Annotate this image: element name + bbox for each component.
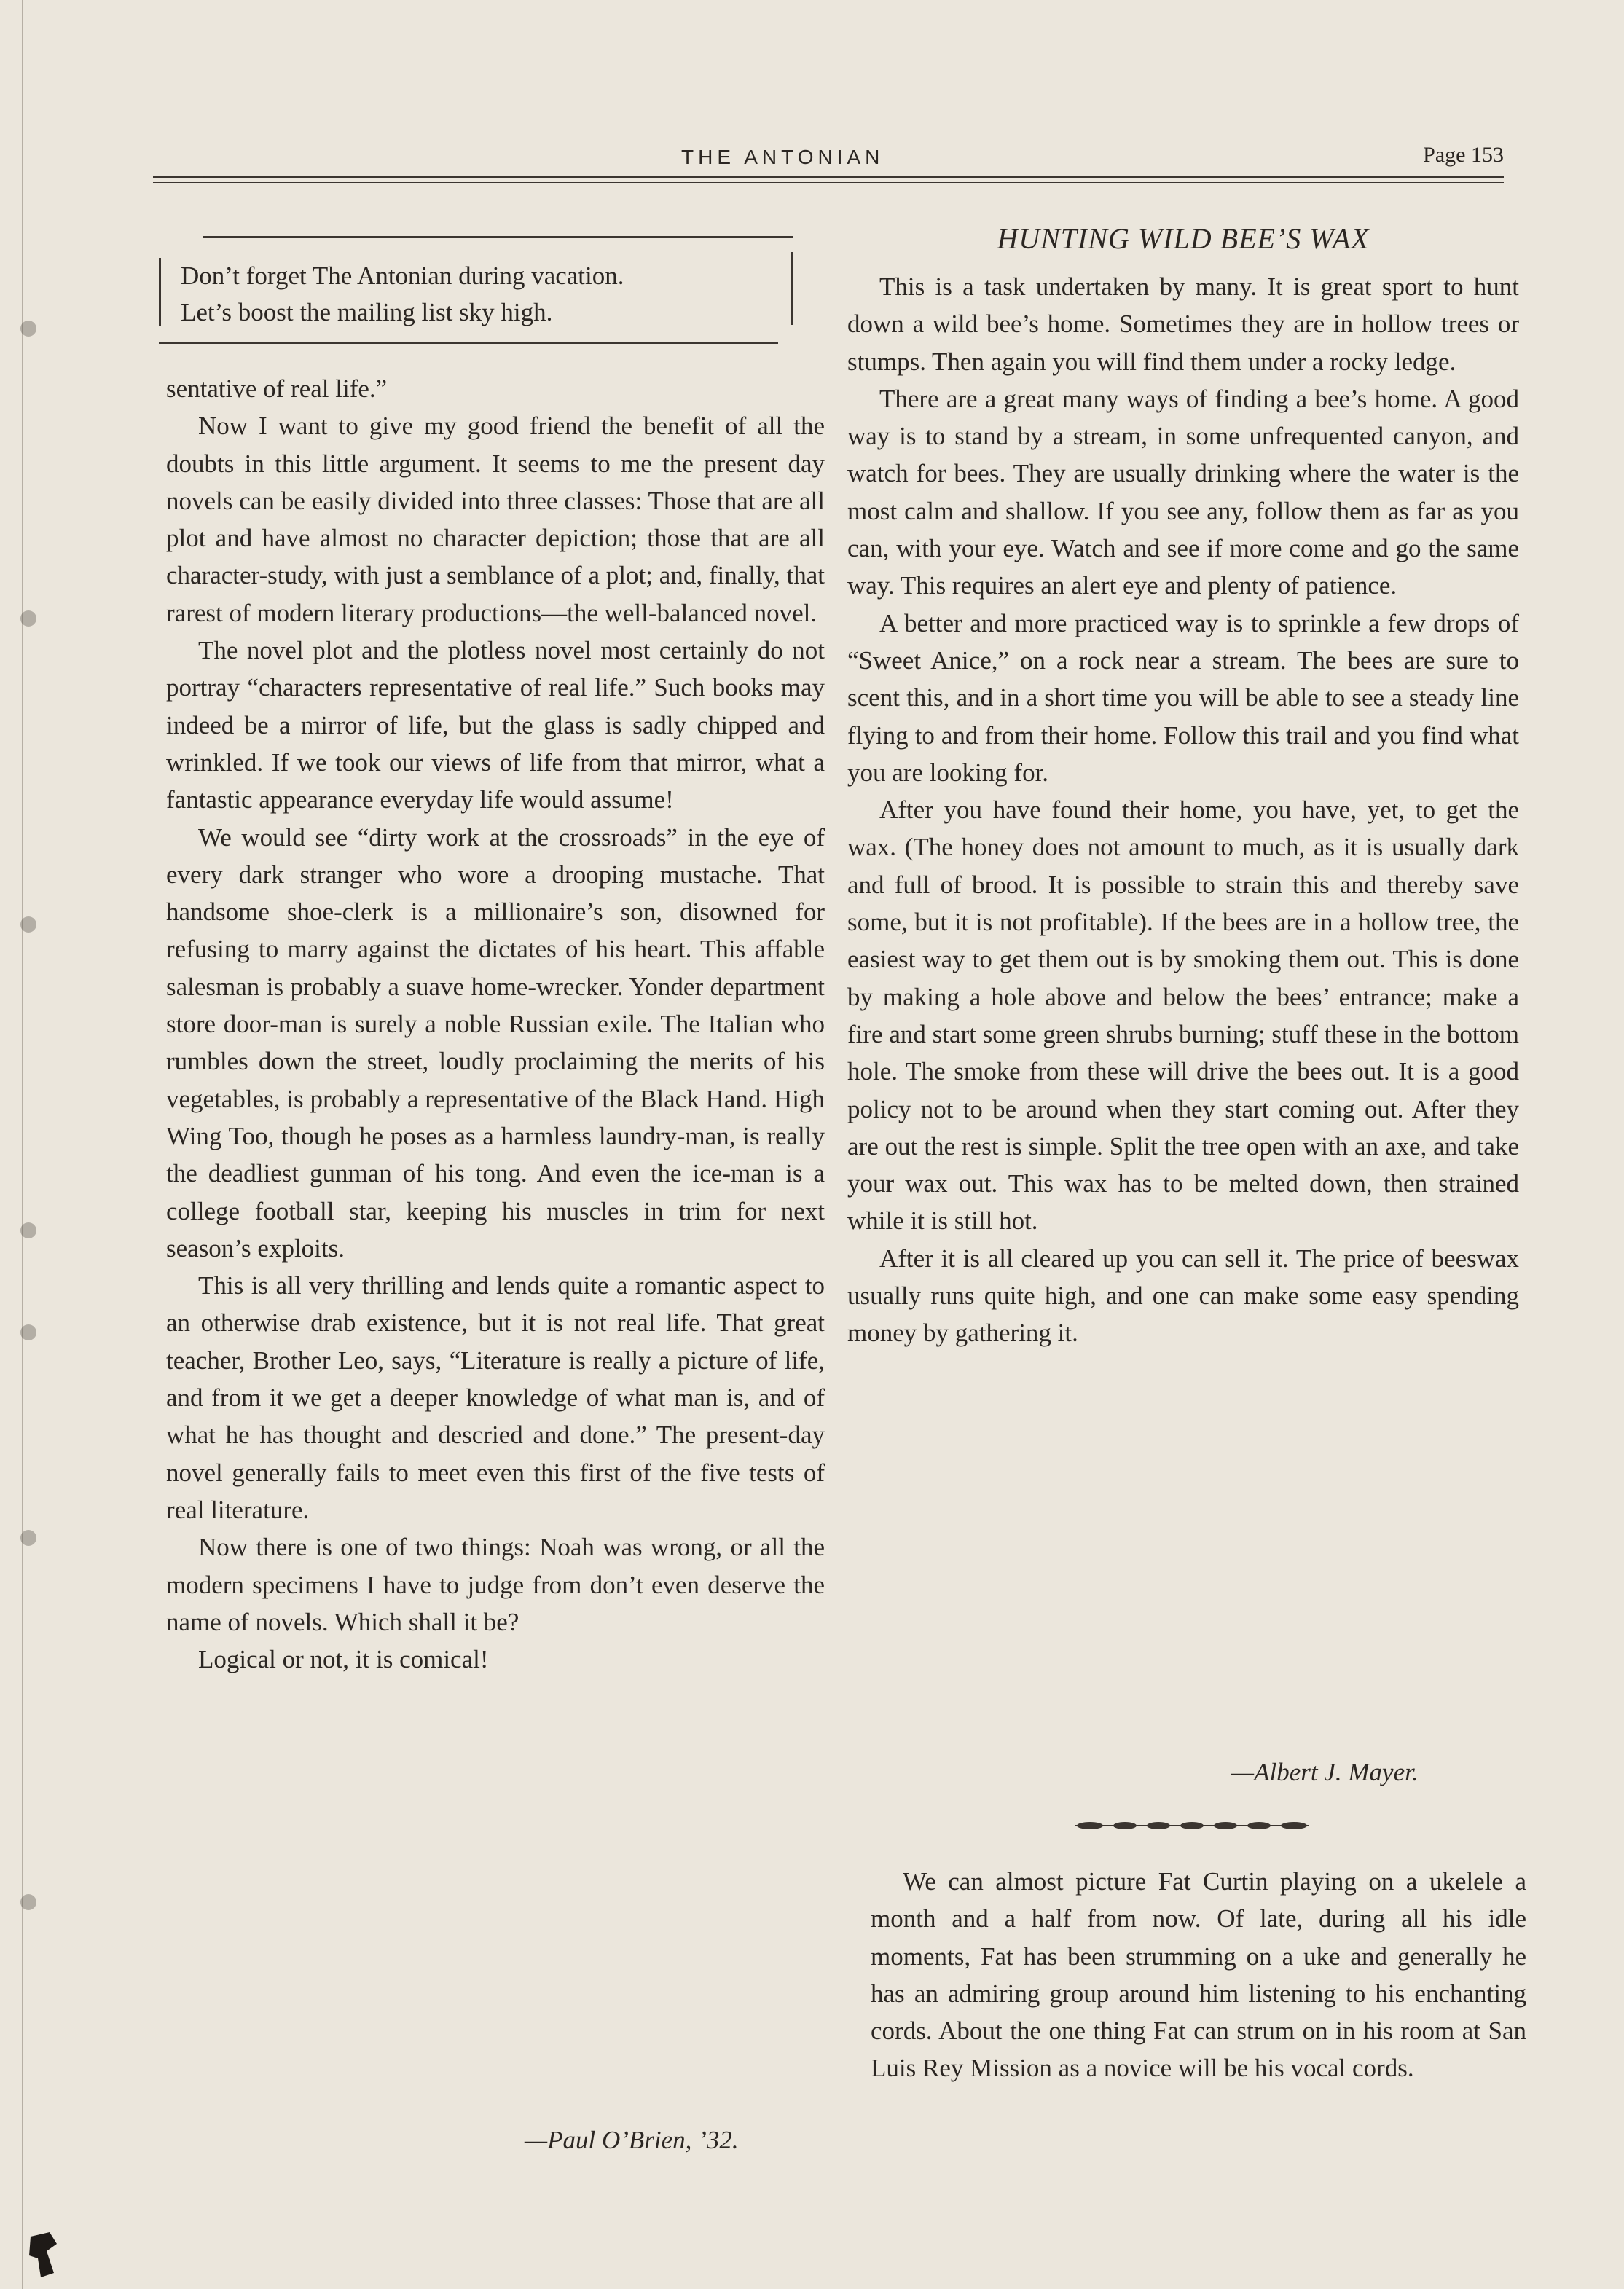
paragraph: sentative of real life.”: [166, 374, 388, 403]
page-header: [153, 143, 1504, 191]
notice-line: Don’t forget The Antonian during vacation.: [181, 262, 624, 290]
ink-mark-icon: [28, 2229, 60, 2280]
ornament-divider: [1075, 1818, 1309, 1833]
header-rule-thin: [153, 182, 1504, 183]
paragraph: A better and more practiced way is to sprinkle a few drops of “Sweet Anice,” on a rock near a stream. The bees are sure to scent this, and in a short time you will be able to see a steady line flying to and from their home. Follow this trail and you find what you are looking for.: [847, 608, 1519, 787]
page-number: Page 153: [1423, 143, 1504, 167]
box-border-top: [203, 236, 793, 238]
left-column-article: [166, 370, 825, 1678]
box-border-right: [791, 252, 793, 325]
notice-text: [181, 258, 624, 331]
author-signature: —Albert J. Mayer.: [1231, 1758, 1419, 1786]
punch-hole: [20, 1324, 36, 1340]
paragraph: The novel plot and the plotless novel most certainly do not portray “characters representative of real life.” Such books may indeed be a mirror of life, but the glass is sadly chipped and wrinkled. If we took our views of life from that mirror, what a fantastic appearance everyday life would assume!: [166, 636, 825, 814]
paragraph: This is a task undertaken by many. It is great sport to hunt down a wild bee’s home. Sometimes they are in hollow trees or stumps. Then again you will find them under a rocky ledge.: [847, 272, 1519, 376]
punch-hole: [20, 1222, 36, 1238]
paragraph: This is all very thrilling and lends quite a romantic aspect to an otherwise drab existence, but it is not real life. That great teacher, Brother Leo, says, “Literature is really a picture of life, and from it we get a deeper knowledge of what man is, and of what he has thought and descried and done.” The present-day novel generally fails to meet even this first of the five tests of real literature.: [166, 1271, 825, 1524]
box-border-left: [159, 258, 161, 326]
article-heading: HUNTING WILD BEE’S WAX: [997, 222, 1370, 255]
punch-hole: [20, 1530, 36, 1546]
publication-title: THE ANTONIAN: [681, 146, 884, 168]
header-rule: [153, 176, 1504, 178]
paragraph: After you have found their home, you have, yet, to get the wax. (The honey does not amount to much, as it is usually dark and full of brood. It is possible to strain this and thereby save some, but it is not profitable). If the bees are in a hollow tree, the easiest way to get them out is by smoking them out. This is done by making a hole above and below the bees’ entrance; make a fire and start some green shrubs burning; stuff these in the bottom hole. The smoke from these will drive the bees out. It is a good policy not to be around when they start coming out. After they are out the rest is simple. Split the tree open with an axe, and take your wax out. This wax has to be melted down, then strained while it is still hot.: [847, 796, 1519, 1236]
punch-hole: [20, 1894, 36, 1910]
paragraph: Now there is one of two things: Noah was wrong, or all the modern specimens I have to judge from don’t even deserve the name of novels. Which shall it be?: [166, 1533, 825, 1636]
paragraph: After it is all cleared up you can sell it. The price of beeswax usually runs quite high, and one can make some easy spending money by gathering it.: [847, 1244, 1519, 1348]
paragraph: We can almost picture Fat Curtin playing on a ukelele a month and a half from now. Of late, during all his idle moments, Fat has been strumming on a uke and generally he has an admiring group around him listening to his enchanting cords. About the one thing Fat can strum on in his room at San Luis Rey Mission as a novice will be his vocal cords.: [871, 1867, 1526, 2083]
paragraph: There are a great many ways of finding a bee’s home. A good way is to stand by a stream, in some unfrequented canyon, and watch for bees. They are usually drinking where the water is the most calm and shallow. If you see any, follow them as far as you can, with your eye. Watch and see if more come and go the same way. This requires an alert eye and plenty of patience.: [847, 384, 1519, 600]
notice-line: Let’s boost the mailing list sky high.: [181, 298, 553, 326]
vacation-notice-box: [159, 236, 793, 344]
author-signature: —Paul O’Brien, ’32.: [525, 2126, 739, 2154]
punch-hole: [20, 321, 36, 337]
binding-edge: [22, 0, 23, 2289]
box-border-bottom: [159, 342, 778, 344]
paragraph: Logical or not, it is comical!: [198, 1645, 489, 1674]
punch-hole: [20, 916, 36, 933]
punch-hole: [20, 610, 36, 627]
right-column-article: [847, 268, 1519, 1352]
fat-curtin-item: [871, 1863, 1526, 2087]
paragraph: We would see “dirty work at the crossroads” in the eye of every dark stranger who wore a drooping mustache. That handsome shoe-clerk is a millionaire’s son, disowned for refusing to marry against the dictates of his heart. This affable salesman is probably a suave home-wrecker. Yonder department store door-man is surely a noble Russian exile. The Italian who rumbles down the street, loudly proclaiming the merits of his vegetables, is probably a representative of the Black Hand. High Wing Too, though he poses as a harmless laundry-man, is really the deadliest gunman of his tong. And even the ice-man is a college football star, keeping his muscles in trim for next season’s exploits.: [166, 822, 825, 1263]
paragraph: Now I want to give my good friend the benefit of all the doubts in this little argument. It seems to me the present day novels can be easily divided into three classes: Those that are all plot and have almost no character depiction; those that are all character-study, with just a semblance of a plot; and, finally, that rarest of modern literary productions—the well-balanced novel.: [166, 412, 825, 627]
